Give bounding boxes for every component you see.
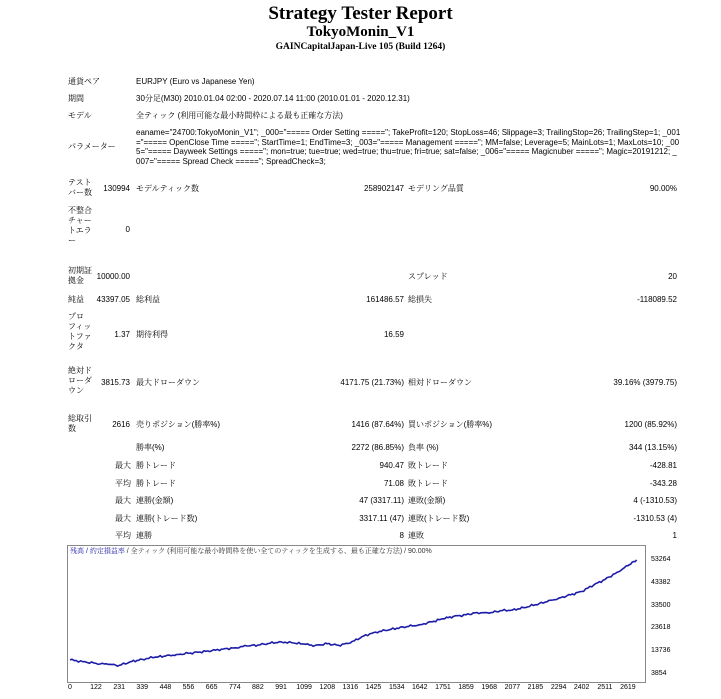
largest-loss-value: -428.81 [649, 461, 677, 470]
average-loss-label: 敗トレード [408, 479, 448, 488]
chart-x-tick: 2402 [573, 684, 590, 691]
average-win-label: 勝トレード [136, 479, 176, 488]
chart-x-tick: 1099 [296, 684, 312, 691]
balance-chart [67, 545, 646, 683]
max-drawdown-value: 4171.75 (21.73%) [340, 378, 404, 387]
spread-label: スプレッド [408, 272, 448, 281]
bars-value: 130994 [103, 184, 130, 193]
parameters-label: パラメーター [68, 142, 116, 151]
chart-y-tick: 13736 [651, 647, 671, 655]
absolute-drawdown-value: 3815.73 [101, 378, 130, 387]
absolute-drawdown-label: 絶対ド ローダ ウン [68, 366, 92, 395]
expected-payoff-value: 16.59 [383, 330, 404, 339]
quality-label: モデリング品質 [408, 184, 464, 193]
win-rate-label: 勝率(%) [136, 443, 165, 452]
chart-x-tick: 665 [205, 684, 218, 691]
chart-x-tick: 0 [68, 684, 72, 691]
expected-payoff-label: 期待利得 [136, 330, 168, 339]
cons-profit-value: 3317.11 (47) [359, 514, 404, 523]
chart-x-tick: 2185 [527, 684, 544, 691]
long-positions-value: 1200 (85.92%) [624, 420, 677, 429]
average-word: 平均 [115, 479, 131, 488]
chart-x-tick: 1316 [342, 684, 359, 691]
avg-cons-wins-value: 8 [399, 531, 404, 540]
chart-y-tick: 43382 [651, 578, 671, 586]
cons-losses-label: 連敗(金額) [408, 496, 446, 505]
largest-win-label: 勝トレード [136, 461, 176, 470]
net-label: 純益 [68, 295, 84, 304]
chart-x-tick: 2511 [597, 684, 613, 691]
symbol-label: 通貨ペア [68, 77, 100, 86]
average-loss-value: -343.28 [649, 479, 677, 488]
long-positions-label: 買いポジション(勝率%) [408, 420, 493, 429]
chart-legend [70, 547, 432, 556]
mismatch-value: 0 [125, 225, 130, 234]
relative-drawdown-label: 相対ドローダウン [408, 378, 472, 387]
cons-losses-value: 4 (-1310.53) [633, 496, 677, 505]
chart-x-tick: 1208 [319, 684, 336, 691]
period-label: 期間 [68, 94, 84, 103]
chart-x-tick: 448 [159, 684, 172, 691]
chart-x-tick: 2077 [504, 684, 521, 691]
avg-cons-word: 平均 [115, 531, 131, 540]
model-value: 全ティック (利用可能な最小時間枠による最も正確な方法) [136, 111, 343, 120]
chart-x-tick: 1425 [365, 684, 382, 691]
gross-loss-value: -118089.52 [637, 295, 677, 304]
relative-drawdown-value: 39.16% (3979.75) [613, 378, 677, 387]
chart-x-tick: 882 [252, 684, 264, 691]
max-cons-count-word: 最大 [115, 514, 131, 523]
loss-rate-value: 344 (13.15%) [628, 443, 677, 452]
chart-y-tick: 33500 [651, 601, 671, 609]
chart-legend-rest: / 全ティック (利用可能な最小時間枠を使い全てのティックを生成する、最も正確な方法) / 90.00% [124, 548, 432, 555]
chart-x-tick: 1751 [435, 684, 451, 691]
expert-name: TokyoMonin_V1 [306, 24, 415, 40]
gross-profit-value: 161486.57 [366, 295, 404, 304]
largest-word: 最大 [115, 461, 131, 470]
chart-y-tick: 53264 [651, 556, 671, 563]
chart-y-tick: 23618 [651, 624, 671, 632]
chart-y-tick: 3854 [651, 670, 667, 677]
gross-profit-label: 総利益 [136, 295, 160, 304]
chart-x-tick: 1642 [411, 684, 428, 691]
total-trades-label: 総取引 数 [68, 414, 92, 433]
chart-x-tick: 991 [275, 684, 287, 691]
total-trades-value: 2616 [112, 420, 130, 429]
cons-wins-label: 連勝(金額) [136, 496, 174, 505]
short-positions-label: 売りポジション(勝率%) [136, 420, 221, 429]
max-cons-word: 最大 [115, 496, 131, 505]
chart-x-tick: 2619 [620, 684, 636, 691]
deposit-label: 初期証 拠金 [68, 266, 92, 285]
loss-rate-label: 負率 (%) [408, 443, 439, 452]
server-info: GAINCapitalJapan-Live 105 (Build 1264) [275, 42, 446, 52]
bars-label: テスト バー数 [68, 178, 92, 197]
spread-value: 20 [668, 272, 677, 281]
cons-loss-label: 連敗(トレード数) [408, 514, 470, 523]
chart-x-tick: 556 [182, 684, 195, 691]
max-drawdown-label: 最大ドローダウン [136, 378, 200, 387]
win-rate-value: 2272 (86.85%) [351, 443, 404, 452]
average-win-value: 71.08 [383, 479, 404, 488]
cons-profit-label: 連勝(トレード数) [136, 514, 198, 523]
report-title: Strategy Tester Report [268, 3, 453, 24]
chart-x-tick: 2294 [550, 684, 567, 691]
chart-x-tick: 1534 [388, 684, 405, 691]
chart-x-tick: 1859 [458, 684, 474, 691]
cons-loss-value: -1310.53 (4) [633, 514, 677, 523]
largest-win-value: 940.47 [379, 461, 404, 470]
avg-cons-losses-label: 連敗 [408, 531, 424, 540]
short-positions-value: 1416 (87.64%) [351, 420, 404, 429]
avg-cons-losses-value: 1 [672, 531, 677, 540]
chart-x-tick: 231 [113, 684, 126, 691]
deposit-value: 10000.00 [96, 272, 130, 281]
chart-x-tick: 339 [136, 684, 149, 691]
balance-line [70, 560, 637, 666]
chart-x-tick: 1968 [481, 684, 497, 691]
net-value: 43397.05 [96, 295, 130, 304]
ticks-label: モデルティック数 [136, 184, 199, 193]
ticks-value: 258902147 [363, 184, 404, 193]
profit-factor-label: プロ フィッ トファ クタ [68, 312, 92, 351]
parameters-value: eaname="24700:TokyoMonin_V1"; _000="===== Order Setting ====="; TakeProfit=120; StopLoss=46; Slippage=3; TrailingStop=26; TrailingStep=1; _001="===== OpenClose Time ====="; StartTime=1; EndTime=3; _003="===== Management ====="; MM=false; Leverage=5; MainLots=1; MaxLots=10; _005="===== Dayweek Settings ====="; mon=true; tue=true; wed=true; thu=true; fri=true; sat=false; _006="===== Magicnuber ====="; Magic=20191212; _007="===== Spread Check ====="; SpreadCheck=3; [136, 128, 681, 166]
quality-value: 90.00% [649, 184, 677, 193]
period-value: 30分足(M30) 2010.01.04 02:00 - 2020.07.14 11:00 (2010.01.01 - 2020.12.31) [136, 94, 410, 103]
gross-loss-label: 総損失 [408, 295, 432, 304]
cons-wins-value: 47 (3317.11) [359, 496, 404, 505]
symbol-value: EURJPY (Euro vs Japanese Yen) [136, 77, 255, 86]
chart-x-tick: 122 [90, 684, 102, 691]
chart-legend-main: 残高 / 約定損益率 [70, 548, 125, 555]
mismatch-label: 不整合 チャー トエラ ー [68, 206, 92, 245]
model-label: モデル [68, 111, 92, 120]
balance-chart-plot [68, 546, 645, 682]
largest-loss-label: 敗トレード [408, 461, 448, 470]
profit-factor-value: 1.37 [114, 330, 130, 339]
chart-x-tick: 774 [229, 684, 241, 691]
avg-cons-wins-label: 連勝 [136, 531, 152, 540]
